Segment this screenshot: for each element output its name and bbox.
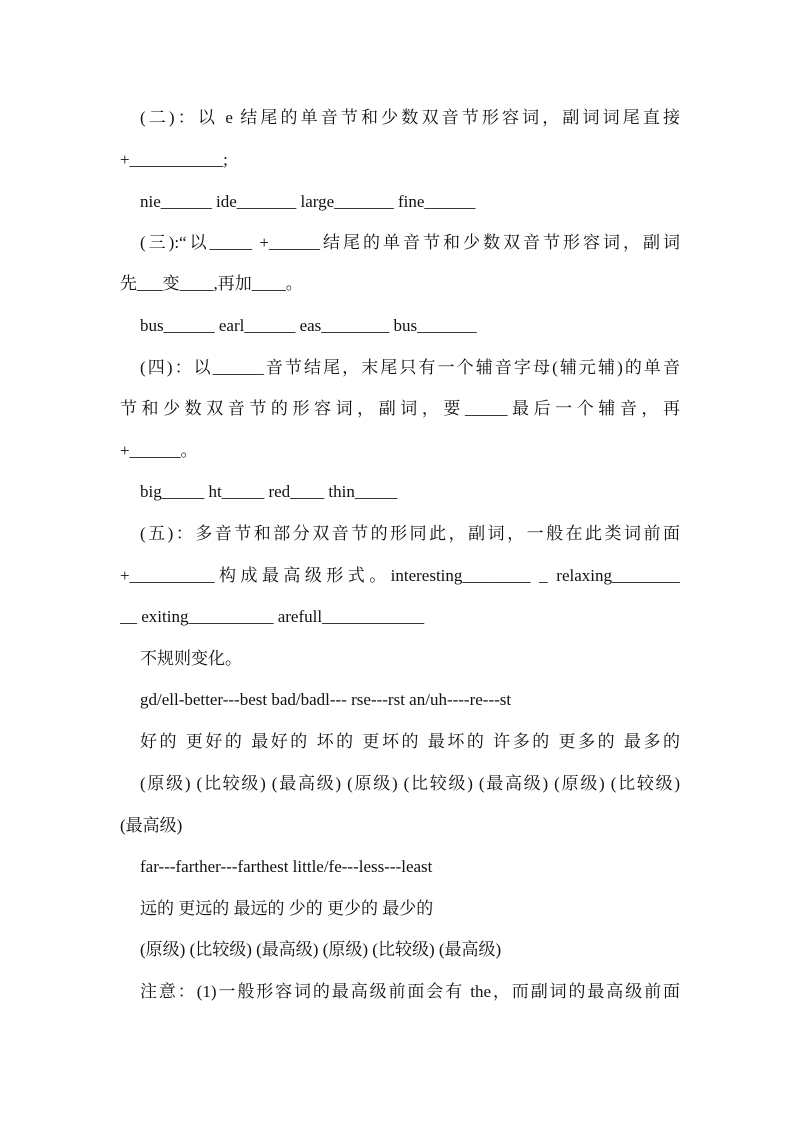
irregular-meanings-row-1: 好的 更好的 最好的 坏的 更坏的 最坏的 许多的 更多的 最多的 (140, 732, 680, 751)
degree-labels-row-1: (原级) (比较级) (最高级) (原级) (比较级) (最高级) (原级) (比较级) (140, 774, 680, 793)
rule-two-blank: +___________; (120, 150, 228, 169)
exercise-four-words: big_____ ht_____ red____ thin_____ (140, 482, 398, 501)
rule-two-text: (二)：以 e 结尾的单音节和少数双音节形容词，副词词尾直接 (140, 108, 680, 127)
rule-four-blank: +______。 (120, 441, 198, 460)
rule-four-continued: 节和少数双音节的形容词，副词，要_____最后一个辅音，再 (120, 399, 680, 418)
irregular-heading: 不规则变化。 (140, 649, 242, 668)
rule-three-text: (三):“以_____ +______结尾的单音节和少数双音节形容词，副词 (140, 233, 680, 252)
irregular-meanings-row-2: 远的 更远的 最远的 少的 更少的 最少的 (140, 899, 434, 918)
rule-four-text: (四)：以______音节结尾，末尾只有一个辅音字母(辅元辅)的单音 (140, 358, 680, 377)
exercise-two-words: nie______ ide_______ large_______ fine______ (140, 192, 476, 211)
degree-labels-row-2: (原级) (比较级) (最高级) (原级) (比较级) (最高级) (140, 940, 502, 959)
irregular-forms-row-2: far---farther---farthest little/fe---less---least (140, 857, 433, 876)
rule-five-continued: +__________构成最高级形式。interesting________ _ relaxing________ (120, 566, 680, 585)
exercise-five-words: __ exiting__________ arefull____________ (120, 607, 425, 626)
note-text: 注意：(1)一般形容词的最高级前面会有 the，而副词的最高级前面 (140, 982, 680, 1001)
rule-five-text: (五)：多音节和部分双音节的形同此，副词，一般在此类词前面 (140, 524, 680, 543)
rule-three-continued: 先___变____,再加____。 (120, 274, 303, 293)
irregular-forms-row-1: gd/ell-better---best bad/badl--- rse---rst an/uh----re---st (140, 690, 512, 709)
exercise-three-words: bus______ earl______ eas________ bus_______ (140, 316, 477, 335)
degree-labels-row-1-continued: (最高级) (120, 816, 183, 835)
